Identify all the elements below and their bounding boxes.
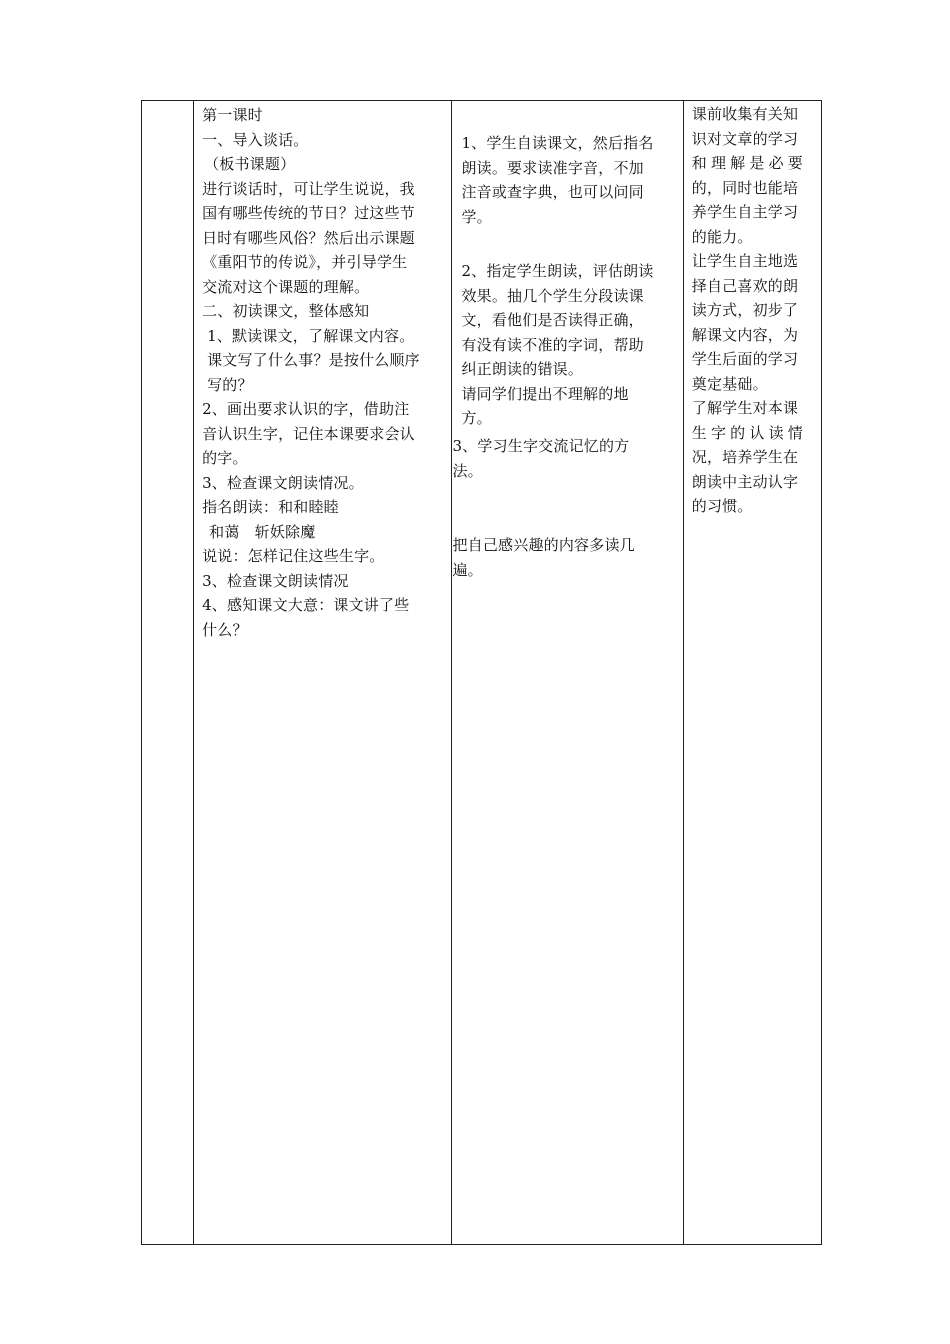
step-line: 3、检查课文朗读情况 xyxy=(202,571,349,590)
text-line: 学生后面的学习 xyxy=(691,350,799,368)
vocabulary-line: 和蔼 斩妖除魔 xyxy=(209,522,316,541)
text-line: 效果。抽几个学生分段读课 xyxy=(461,286,644,305)
text-line: 音认识生字，记住本课要求会认 xyxy=(202,424,415,443)
text-line: 注音或查字典，也可以问同 xyxy=(461,183,644,201)
text-line: 3、学习生字交流记忆的方 xyxy=(452,437,630,455)
activity-block-1 xyxy=(461,131,675,229)
text-line: 和理解是必要 xyxy=(691,154,807,172)
text-line: 请同学们提出不理解的地 xyxy=(461,384,629,403)
section-heading-reading: 二、初读课文，整体感知 xyxy=(202,302,370,320)
step-line: 2、画出要求认识的字，借助注 xyxy=(202,400,410,418)
text-line: 的字。 xyxy=(202,449,248,467)
text-line: 2、指定学生朗读，评估朗读 xyxy=(461,262,654,280)
text-line: 方。 xyxy=(461,409,492,427)
table-row xyxy=(142,101,822,1245)
section-heading-intro: 一、导入谈话。 xyxy=(202,130,309,149)
text-line: 1、学生自读课文，然后指名 xyxy=(461,134,654,152)
text-line: 说说：怎样记住这些生字。 xyxy=(202,547,385,565)
text-line: 交流对这个课题的理解。 xyxy=(202,277,370,296)
text-line: 《重阳节的传说》，并引导学生 xyxy=(202,253,408,271)
text-line: 朗读。要求读准字音，不加 xyxy=(461,158,644,177)
text-line: 有没有读不准的字词，帮助 xyxy=(461,335,644,354)
text-line: 的能力。 xyxy=(691,227,753,246)
board-title-note: （板书课题） xyxy=(204,155,296,173)
text-line: 课前收集有关知 xyxy=(691,105,799,123)
text-line: 读方式，初步了 xyxy=(691,301,799,319)
text-line: 指名朗读：和和睦睦 xyxy=(202,498,339,516)
text-line: 学。 xyxy=(461,207,492,226)
empty-column-cell xyxy=(142,101,194,1245)
teaching-process-cell xyxy=(194,101,452,1245)
design-intent-cell xyxy=(683,101,821,1245)
text-line: 法。 xyxy=(452,461,483,480)
text-line: 的，同时也能培 xyxy=(691,178,799,197)
text-line: 写的？ xyxy=(207,375,253,394)
lesson-plan-table xyxy=(141,100,822,1245)
activity-block-4 xyxy=(452,533,672,582)
text-line: 让学生自主地选 xyxy=(691,252,799,270)
step-line: 3、检查课文朗读情况。 xyxy=(202,473,364,492)
text-line: 生字的认读情 xyxy=(691,423,807,442)
text-line: 日时有哪些风俗？然后出示课题 xyxy=(202,228,415,247)
text-line: 进行谈话时，可让学生说说，我 xyxy=(202,179,415,198)
text-line: 的习惯。 xyxy=(691,497,753,515)
text-line: 况，培养学生在 xyxy=(691,448,799,466)
text-line: 什么？ xyxy=(202,620,248,639)
text-line: 了解学生对本课 xyxy=(691,399,799,417)
student-activity-cell xyxy=(452,101,683,1245)
text-line: 识对文章的学习 xyxy=(691,129,799,148)
text-line: 把自己感兴趣的内容多读几 xyxy=(452,536,635,554)
activity-block-2 xyxy=(461,259,675,431)
text-line: 遍。 xyxy=(452,560,483,579)
step-line: 1、默读课文，了解课文内容。 xyxy=(207,326,415,345)
text-line: 纠正朗读的错误。 xyxy=(461,360,584,378)
text-line: 择自己喜欢的朗 xyxy=(691,276,799,295)
activity-block-3 xyxy=(452,434,672,483)
text-line: 国有哪些传统的节日？过这些节 xyxy=(202,204,415,222)
text-line: 养学生自主学习 xyxy=(691,203,799,221)
text-line: 朗读中主动认字 xyxy=(691,472,799,491)
lesson-period-heading: 第一课时 xyxy=(202,106,263,124)
text-line: 课文写了什么事？是按什么顺序 xyxy=(207,351,420,369)
text-line: 奠定基础。 xyxy=(691,374,768,393)
step-line: 4、感知课文大意：课文讲了些 xyxy=(202,596,410,614)
text-line: 文，看他们是否读得正确， xyxy=(461,311,644,329)
text-line: 解课文内容，为 xyxy=(691,325,799,344)
